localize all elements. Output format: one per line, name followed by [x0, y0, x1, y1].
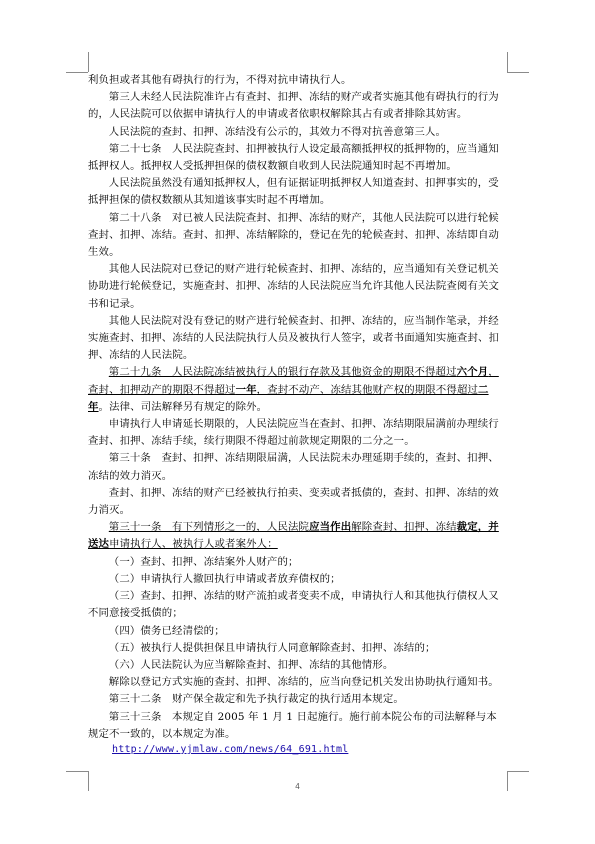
text-run: 其他人民法院对已登记的财产进行轮候查封、扣押、冻结的，应当通知有关登记机关协助进行轮候登记，实施查封、扣押、冻结的人民法院应当允许其他人民法院查阅有关文书和记录。	[88, 263, 500, 310]
text-run: 应当作出	[309, 521, 352, 534]
text-run: （六）人民法院认为应当解除查封、扣押、冻结的其他情形。	[108, 658, 394, 671]
text-run: （一）查封、扣押、冻结案外人财产的；	[108, 555, 299, 568]
paragraph	[88, 313, 506, 365]
text-run: （五）被执行人提供担保且申请执行人同意解除查封、扣押、冻结的；	[108, 641, 436, 654]
article-27	[88, 141, 506, 175]
paragraph	[88, 416, 506, 450]
text-run: 一年	[235, 383, 257, 396]
article-29	[88, 364, 506, 416]
page-number: 4	[295, 782, 300, 791]
text-run: 第二十八条 对已被人民法院查封、扣押、冻结的财产，其他人民法院可以进行轮候查封、扣押、冻结。查封、扣押、冻结解除的，登记在先的轮候查封、扣押、冻结即自动生效。	[88, 211, 500, 259]
text-run: （四）债务已经清偿的；	[108, 624, 225, 637]
crop-mark-top-left-h	[66, 72, 88, 73]
text-run: 其他人民法院对没有登记的财产进行轮候查封、扣押、冻结的，应当制作笔录，并经实施查封、扣押、冻结的人民法院执行人员及被执行人签字，或者书面通知实施查封、扣押、冻结的人民法院。	[88, 314, 500, 362]
list-item	[88, 588, 506, 622]
text-run: 裁定，并送达	[88, 521, 499, 551]
text-run: 利负担或者其他有碍执行的行为，不得对抗申请执行人。	[88, 74, 352, 86]
text-run: 申请执行人、被执行人或者案外人：	[109, 538, 278, 551]
text-run: 第二十七条 人民法院查封、扣押被执行人设定最高额抵押权的抵押物的，应当通知抵押权人。抵押权人受抵押担保的债权数额自收到人民法院通知时起不再增加。	[88, 142, 499, 173]
text-run: 有下列情形之一的，人民法院	[172, 521, 310, 534]
paragraph	[88, 485, 506, 519]
text-run: 人民法院的查封、扣押、冻结没有公示的，其效力不得对抗善意第三人。	[108, 125, 447, 138]
list-item	[88, 640, 506, 657]
text-run: 第三十三条 本规定自 2005 年 1 月 1 日起施行。施行前本院公布的司法解释与本规定不一致的，以本规定为准。	[88, 710, 497, 740]
text-run: 解除查封、扣押、冻结	[351, 521, 457, 534]
article-32	[88, 691, 506, 708]
paragraph	[88, 674, 506, 691]
list-item	[88, 623, 506, 640]
text-run: 二年	[88, 383, 489, 413]
list-item	[88, 554, 506, 571]
crop-mark-bottom-left-h	[66, 771, 88, 772]
paragraph	[88, 175, 506, 209]
text-run: 解除以登记方式实施的查封、扣押、冻结的，应当向登记机关发出协助执行通知书。	[108, 676, 499, 689]
text-run: ，查封不动产、冻结其他财产权的期限不得超过	[256, 383, 479, 396]
paragraph	[88, 261, 506, 313]
source-link[interactable]: http://www.yjmlaw.com/news/64_691.html	[112, 744, 349, 755]
crop-mark-bottom-right-h	[507, 771, 529, 772]
text-run: 人民法院虽然没有通知抵押权人，但有证据证明抵押权人知道查封、扣押事实的，受抵押担保的债权数额从其知道该事实时起不再增加。	[88, 177, 499, 207]
text-run: 六个月	[456, 366, 489, 379]
article-31	[88, 519, 506, 553]
text-run: （三）查封、扣押、冻结的财产流拍或者变卖不成，申请执行人和其他执行债权人又不同意接受抵债的；	[88, 590, 499, 620]
text-run: 第三十条 查封、扣押、冻结期限届满，人民法院未办理延期手续的，查封、扣押、冻结的效力消灭。	[88, 452, 499, 482]
paragraph	[88, 124, 506, 141]
article-33	[88, 709, 506, 743]
list-item	[88, 571, 506, 588]
article-28	[88, 210, 506, 262]
crop-mark-top-right-h	[507, 72, 529, 73]
paragraph	[88, 72, 506, 89]
article-30	[88, 450, 506, 484]
crop-mark-top-left-v	[88, 52, 89, 72]
crop-mark-top-right-v	[507, 52, 508, 72]
text-run: 第二十九条 人民法院冻结被执行人的银行存款及其他资金的期限不得超过	[108, 366, 457, 379]
text-run: 第三十一条	[108, 521, 173, 534]
text-run: 申请执行人申请延长期限的，人民法院应当在查封、扣押、冻结期限届满前办理续行查封、扣押、冻结手续，续行期限不得超过前款规定期限的二分之一。	[88, 418, 499, 448]
list-item	[88, 657, 506, 674]
text-run: （二）申请执行人撤回执行申请或者放弃债权的；	[108, 572, 341, 585]
text-run: 第三人未经人民法院准许占有查封、扣押、冻结的财产或者实施其他有碍执行的行为的，人民法院可以依据申请执行人的申请或者依职权解除其占有或者排除其妨害。	[88, 91, 499, 121]
text-run: 查封、扣押、冻结的财产已经被执行拍卖、变卖或者抵债的，查封、扣押、冻结的效力消灭。	[88, 486, 499, 517]
text-run: 第三十二条 财产保全裁定和先予执行裁定的执行适用本规定。	[108, 693, 404, 706]
document-body	[88, 72, 506, 743]
paragraph	[88, 89, 506, 123]
text-run: 。法律、司法解释另有规定的除外。	[98, 400, 268, 413]
text-run: ，查封、扣押动产的期限不得超过	[88, 366, 499, 396]
